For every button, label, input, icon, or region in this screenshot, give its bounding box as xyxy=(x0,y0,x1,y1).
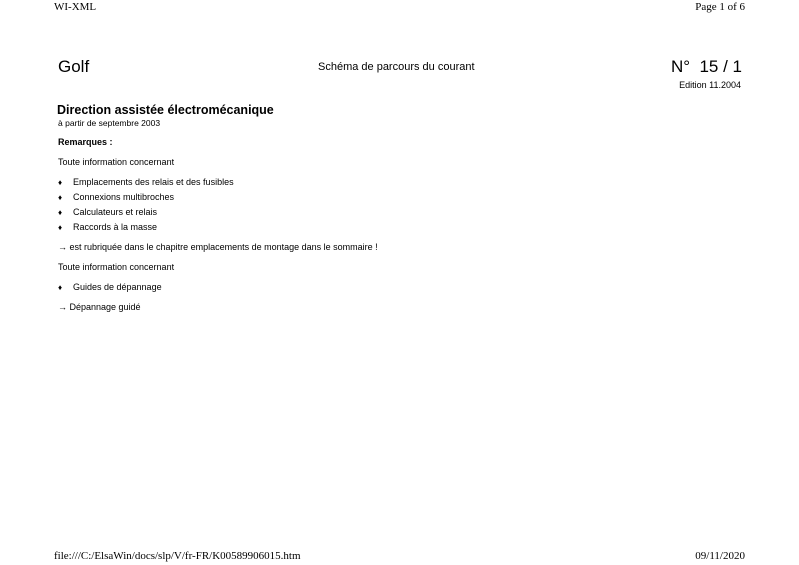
diamond-bullet-icon: ♦ xyxy=(58,193,63,202)
location-reference-link[interactable]: → est rubriquée dans le chapitre emplacements de montage dans le sommaire ! xyxy=(58,242,378,252)
browser-header-title: WI-XML xyxy=(54,1,97,13)
list-item xyxy=(58,207,157,217)
list-item xyxy=(58,282,162,292)
diamond-bullet-icon: ♦ xyxy=(58,178,63,187)
list-item-text: Connexions multibroches xyxy=(73,192,175,202)
list-item xyxy=(58,177,234,187)
diamond-bullet-icon: ♦ xyxy=(58,283,63,292)
page-count: Page 1 of 6 xyxy=(695,1,745,13)
page-subtitle: à partir de septembre 2003 xyxy=(58,118,161,128)
intro-text-1: Toute information concernant xyxy=(58,157,175,167)
list-item xyxy=(58,192,174,202)
print-date: 09/11/2020 xyxy=(695,550,745,562)
diamond-bullet-icon: ♦ xyxy=(58,208,63,217)
document-number: N° 15 / 1 xyxy=(670,57,742,76)
page-title: Direction assistée électromécanique xyxy=(57,103,274,117)
diamond-bullet-icon: ♦ xyxy=(58,223,63,232)
edition-label: Edition 11.2004 xyxy=(679,80,741,90)
document-type: Schéma de parcours du courant xyxy=(318,61,475,73)
list-item-text: Guides de dépannage xyxy=(73,282,162,292)
list-item-text: Emplacements des relais et des fusibles xyxy=(73,177,234,187)
list-item-text: Raccords à la masse xyxy=(73,222,158,232)
guided-troubleshooting-link[interactable]: → Dépannage guidé xyxy=(58,302,141,312)
remarks-heading: Remarques : xyxy=(58,137,113,147)
list-item xyxy=(58,222,157,232)
intro-text-2: Toute information concernant xyxy=(58,262,175,272)
list-item-text: Calculateurs et relais xyxy=(73,207,158,217)
vehicle-model: Golf xyxy=(58,57,90,76)
file-path: file:///C:/ElsaWin/docs/slp/V/fr-FR/K00589906015.htm xyxy=(54,550,301,562)
